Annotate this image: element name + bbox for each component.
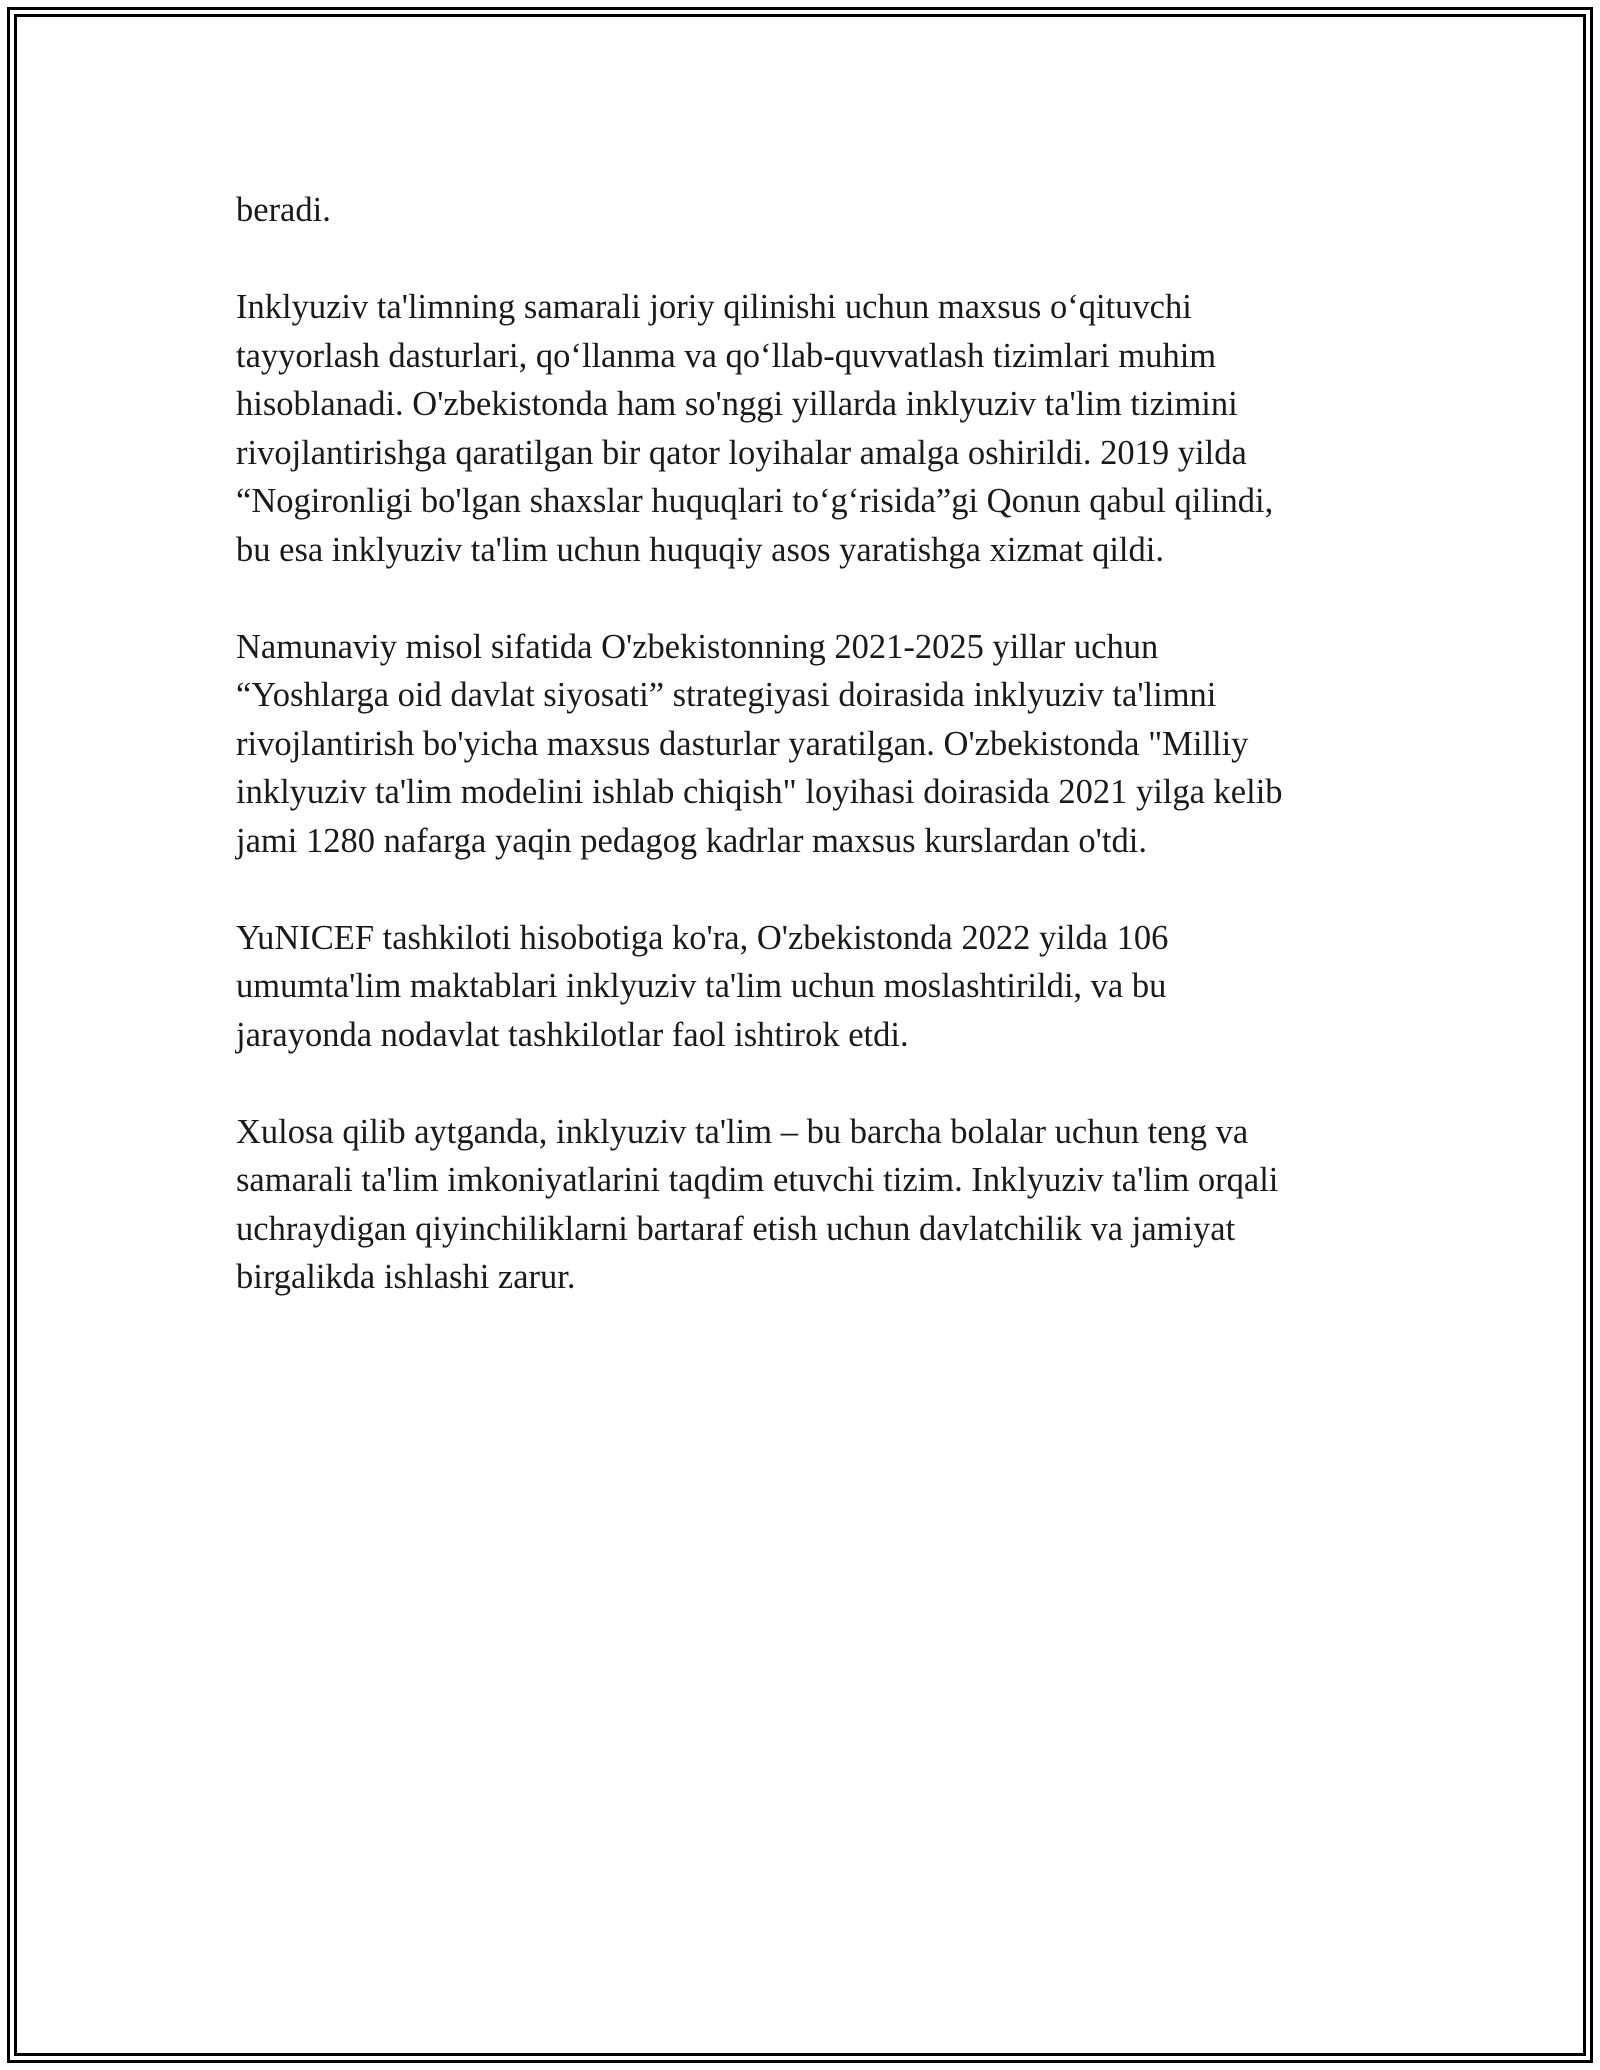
text-line: bu esa inklyuziv ta'lim uchun huquqiy asos yaratishga xizmat qildi. <box>236 530 1164 569</box>
text-line: tayyorlash dasturlari, qo‘llanma va qo‘llab-quvvatlash tizimlari muhim <box>236 336 1217 375</box>
text-line: samarali ta'lim imkoniyatlarini taqdim etuvchi tizim. Inklyuziv ta'lim orqali <box>236 1161 1279 1199</box>
text-line: YuNICEF tashkiloti hisobotiga ko'ra, O'zbekistonda 2022 yilda 106 <box>236 918 1169 957</box>
text-line: inklyuziv ta'lim modelini ishlab chiqish" loyihasi doirasida 2021 yilga kelib <box>236 773 1283 811</box>
text-line: Namunaviy misol sifatida O'zbekistonning 2021-2025 yillar uchun <box>236 627 1159 666</box>
text-line: birgalikda ishlashi zarur. <box>236 1258 576 1296</box>
paragraph-1 <box>236 186 1366 235</box>
text-line: uchraydigan qiyinchiliklarni bartaraf etish uchun davlatchilik va jamiyat <box>236 1209 1236 1248</box>
document-body <box>236 186 1366 1350</box>
text-line: Inklyuziv ta'limning samarali joriy qilinishi uchun maxsus o‘qituvchi <box>236 288 1192 326</box>
paragraph-3 <box>236 623 1366 866</box>
text-line: “Yoshlarga oid davlat siyosati” strategiyasi doirasida inklyuziv ta'limni <box>236 676 1217 714</box>
paragraph-2 <box>236 283 1366 574</box>
paragraph-5 <box>236 1108 1366 1302</box>
text-line: rivojlantirishga qaratilgan bir qator loyihalar amalga oshirildi. 2019 yilda <box>236 433 1247 472</box>
text-line: rivojlantirish bo'yicha maxsus dasturlar yaratilgan. O'zbekistonda "Milliy <box>236 724 1249 763</box>
text-line: “Nogironligi bo'lgan shaxslar huquqlari to‘g‘risida”gi Qonun qabul qilindi, <box>236 482 1274 520</box>
paragraph-4 <box>236 914 1366 1060</box>
text-line: umumta'lim maktablari inklyuziv ta'lim uchun moslashtirildi, va bu <box>236 967 1167 1005</box>
text-line: jarayonda nodavlat tashkilotlar faol ishtirok etdi. <box>236 1015 909 1054</box>
text-line: beradi. <box>236 191 331 229</box>
text-line: jami 1280 nafarga yaqin pedagog kadrlar maxsus kurslardan o'tdi. <box>236 821 1147 860</box>
text-line: Xulosa qilib aytganda, inklyuziv ta'lim – bu barcha bolalar uchun teng va <box>236 1112 1249 1151</box>
text-line: hisoblanadi. O'zbekistonda ham so'nggi yillarda inklyuziv ta'lim tizimini <box>236 385 1238 423</box>
